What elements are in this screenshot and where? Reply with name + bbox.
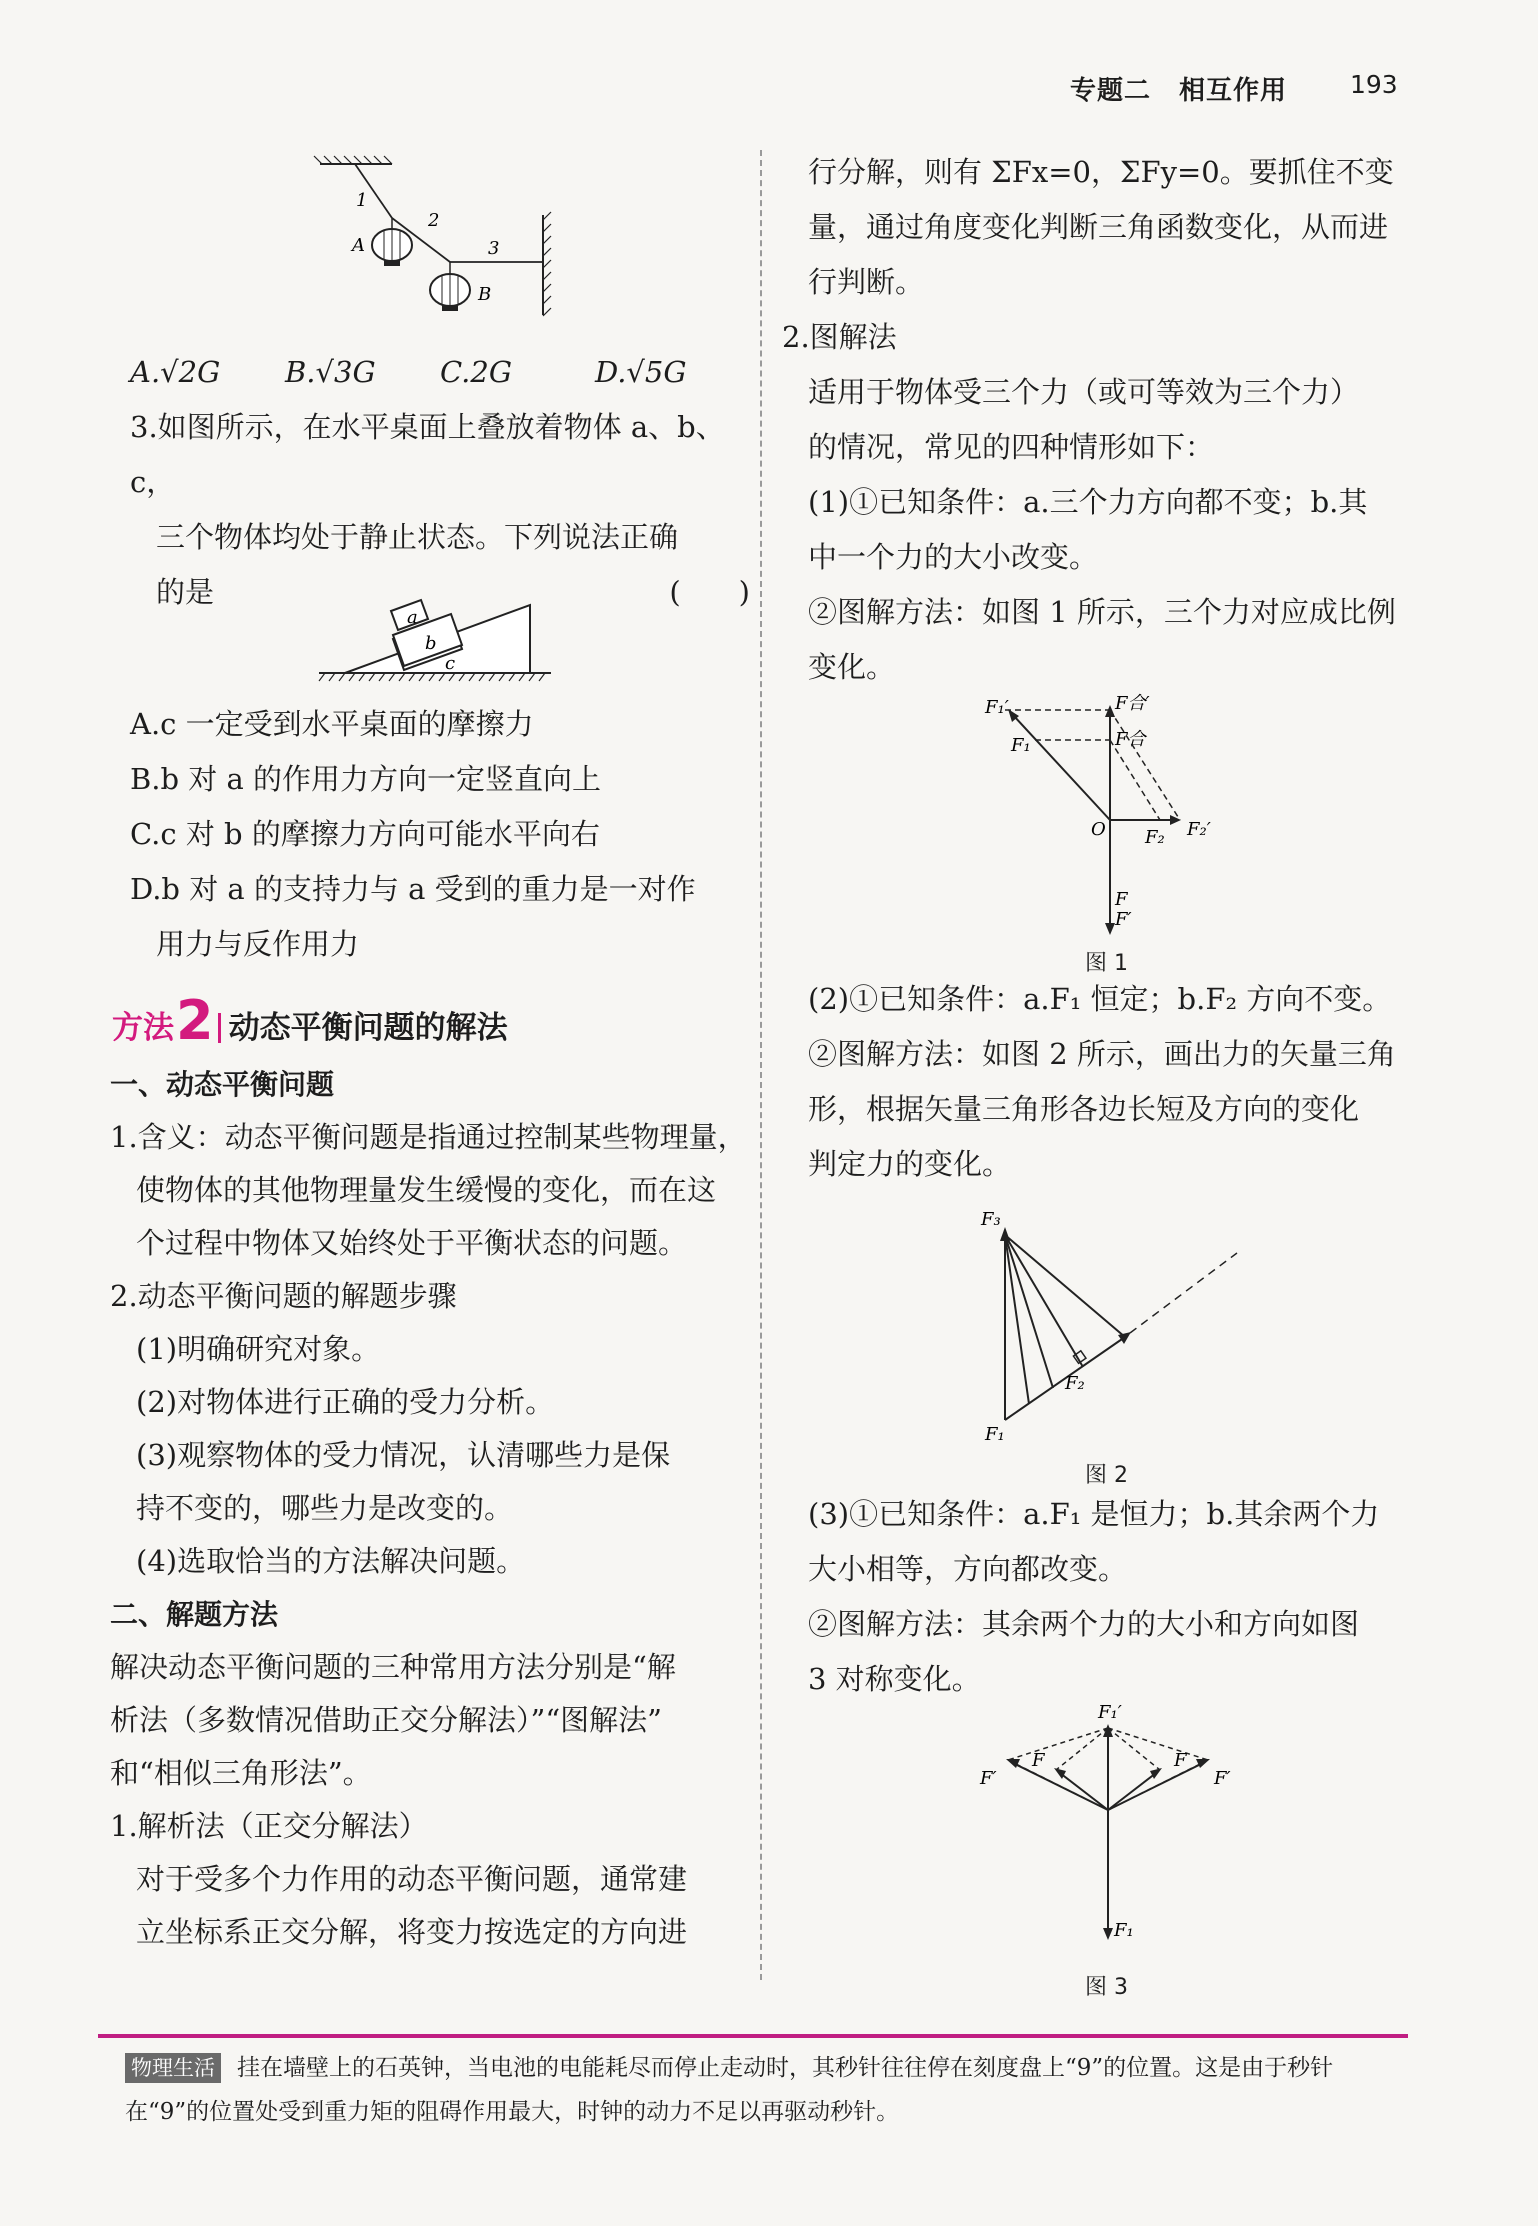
q2-options	[130, 345, 750, 400]
case-3-line: ②图解方法：其余两个力的大小和方向如图	[808, 1607, 1360, 1641]
case-2-line: 判定力的变化。	[808, 1147, 1012, 1181]
continued-line: 量，通过角度变化判断三角函数变化，从而进	[808, 210, 1389, 244]
methods-line: 和“相似三角形法”。	[110, 1756, 372, 1790]
option: D.√5G	[595, 355, 687, 389]
label-f-prime-left: F′	[980, 1768, 997, 1789]
rope-1-label: 1	[356, 190, 368, 211]
rope-2-label: 2	[428, 210, 440, 231]
methods-line: 析法（多数情况借助正交分解法）”“图解法”	[110, 1703, 662, 1737]
step: (4)选取恰当的方法解决问题。	[136, 1544, 526, 1578]
step: (1)明确研究对象。	[136, 1332, 381, 1366]
figure-3	[970, 1700, 1270, 1960]
right-column-top	[782, 145, 1422, 695]
label-origin: O	[1091, 819, 1106, 840]
block-b-label: b	[425, 633, 437, 654]
label-f3: F₃	[981, 1209, 1001, 1230]
figure-1-caption: 图 1	[1085, 951, 1128, 976]
label-f1: F₁	[985, 1424, 1005, 1445]
method-2-title: 2.图解法	[782, 320, 897, 354]
definition-line: 1.含义：动态平衡问题是指通过控制某些物理量，	[110, 1120, 747, 1154]
method-1-title: 1.解析法（正交分解法）	[110, 1809, 428, 1843]
method-2-line: 适用于物体受三个力（或可等效为三个力）	[808, 375, 1360, 409]
label-f-right: F	[1174, 1750, 1187, 1771]
case-2-line: 形，根据矢量三角形各边长短及方向的变化	[808, 1092, 1360, 1126]
method-1-line: 对于受多个力作用的动态平衡问题，通常建	[136, 1862, 688, 1896]
label-f-prime-right: F′	[1214, 1768, 1231, 1789]
section-heading: 二、解题方法	[110, 1598, 279, 1631]
option-continued: 用力与反作用力	[156, 927, 360, 961]
case-1-line: (1)①已知条件：a.三个力方向都不变；b.其	[808, 485, 1368, 519]
q3-line: 的是 ( )	[130, 565, 750, 620]
label-f1: F₁	[1011, 735, 1031, 756]
figure-2-caption: 图 2	[1085, 1463, 1128, 1488]
label-f2: F₂	[1145, 827, 1165, 848]
page-number: 193	[1350, 70, 1398, 99]
section-heading: 一、动态平衡问题	[110, 1068, 335, 1101]
option: B.b 对 a 的作用力方向一定竖直向上	[130, 762, 602, 796]
steps-title: 2.动态平衡问题的解题步骤	[110, 1279, 457, 1313]
continued-line: 行判断。	[808, 265, 925, 299]
step: (2)对物体进行正确的受力分析。	[136, 1385, 555, 1419]
lantern-a-label: A	[352, 235, 365, 256]
block-a-label: a	[407, 607, 418, 628]
label-f: F	[1115, 889, 1128, 910]
definition-line: 使物体的其他物理量发生缓慢的变化，而在这	[136, 1173, 717, 1207]
q3-options	[130, 697, 750, 972]
option: D.b 对 a 的支持力与 a 受到的重力是一对作	[130, 872, 696, 906]
chapter-label: 专题二	[1070, 76, 1152, 106]
methods-line: 解决动态平衡问题的三种常用方法分别是“解	[110, 1650, 676, 1684]
case-1-line: ②图解方法：如图 1 所示，三个力对应成比例	[808, 595, 1396, 629]
method-number: 2	[176, 989, 214, 1052]
block-c-label: c	[445, 653, 456, 674]
q3-line: 三个物体均处于静止状态。下列说法正确	[156, 520, 679, 554]
label-f1: F₁	[1114, 1920, 1134, 1941]
label-f2-prime: F₂′	[1187, 819, 1211, 840]
blocks-figure	[315, 575, 555, 685]
method-heading	[112, 989, 508, 1052]
chapter-title: 相互作用	[1179, 76, 1288, 106]
method-2-line: 的情况，常见的四种情形如下：	[808, 430, 1215, 464]
option: A.c 一定受到水平桌面的摩擦力	[130, 707, 534, 741]
right-column-mid	[782, 972, 1422, 1192]
running-header	[1070, 70, 1315, 107]
case-2-line: (2)①已知条件：a.F₁ 恒定；b.F₂ 方向不变。	[808, 982, 1392, 1016]
footer-note	[125, 2046, 1395, 2134]
option: C.c 对 b 的摩擦力方向可能水平向右	[130, 817, 600, 851]
footer-text: 挂在墙壁上的石英钟，当电池的电能耗尽而停止走动时，其秒针往往停在刻度盘上“9”的位置。这是由于秒针在“9”的位置处受到重力矩的阻碍作用最大，时钟的动力不足以再驱动秒针。	[125, 2055, 1334, 2125]
step: 持不变的，哪些力是改变的。	[136, 1491, 514, 1525]
definition-line: 个过程中物体又始终处于平衡状态的问题。	[136, 1226, 688, 1260]
label-f-prime: F′	[1115, 909, 1132, 930]
continued-line: 行分解，则有 ΣFx=0，ΣFy=0。要抓住不变	[808, 155, 1394, 189]
case-1-line: 变化。	[808, 650, 896, 684]
label-fhe: F合	[1115, 729, 1146, 750]
right-column-bottom	[782, 1487, 1422, 1707]
label-f2: F₂	[1065, 1373, 1085, 1394]
method-1-line: 立坐标系正交分解，将变力按选定的方向进	[136, 1915, 688, 1949]
case-3-line: 大小相等，方向都改变。	[808, 1552, 1128, 1586]
figure-3-caption: 图 3	[1085, 1975, 1128, 2000]
label-f1-prime: F₁′	[1098, 1702, 1122, 1723]
lantern-b-label: B	[478, 284, 492, 305]
method-bar	[218, 1013, 221, 1043]
case-3-line: 3 对称变化。	[808, 1662, 981, 1696]
label-fhe-prime: F合′	[1115, 693, 1150, 714]
figure-1	[975, 685, 1265, 940]
figure-2	[965, 1195, 1255, 1450]
rope-3-label: 3	[488, 238, 500, 259]
method-title: 动态平衡问题的解法	[228, 1010, 508, 1046]
left-body	[110, 1058, 750, 1959]
case-1-line: 中一个力的大小改变。	[808, 540, 1099, 574]
label-f1-prime: F₁′	[985, 697, 1009, 718]
column-divider	[760, 150, 762, 1980]
q3-line: 3.如图所示，在水平桌面上叠放着物体 a、b、c，	[130, 410, 725, 499]
option: C.2G	[440, 355, 512, 389]
option: A.√2G	[130, 355, 221, 389]
footer-rule	[98, 2034, 1408, 2038]
method-word: 方法	[112, 1010, 174, 1046]
label-f-left: F	[1032, 1750, 1045, 1771]
lantern-figure	[300, 150, 570, 330]
footer-tag: 物理生活	[125, 2053, 221, 2083]
step: (3)观察物体的受力情况，认清哪些力是保	[136, 1438, 671, 1472]
case-3-line: (3)①已知条件：a.F₁ 是恒力；b.其余两个力	[808, 1497, 1380, 1531]
case-2-line: ②图解方法：如图 2 所示，画出力的矢量三角	[808, 1037, 1396, 1071]
answer-paren: ( )	[669, 575, 750, 609]
option: B.√3G	[285, 355, 376, 389]
